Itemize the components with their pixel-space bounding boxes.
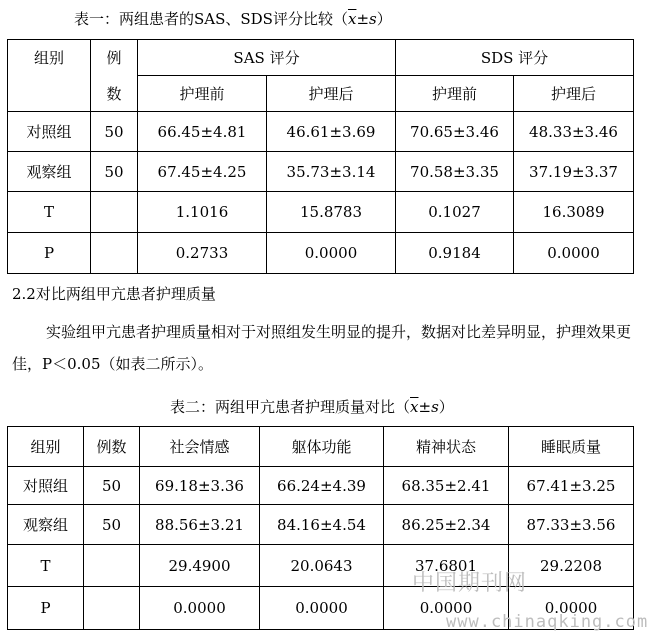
table-row [8, 545, 634, 587]
table-row [8, 233, 634, 274]
cell: 0.2733 [138, 233, 267, 274]
cell: 0.0000 [514, 233, 634, 274]
watermark-cn: 中国期刊网 [412, 571, 528, 596]
watermark-url: www.chinaqking.com [446, 612, 648, 632]
row-label: P [8, 233, 91, 274]
cell: 69.18±3.36 [140, 467, 260, 505]
row-label: 观察组 [8, 505, 84, 545]
table2-header-social: 社会情感 [140, 427, 260, 467]
table1-sas-header: SAS 评分 [138, 40, 396, 76]
table2-header-group: 组别 [8, 427, 84, 467]
table1-sds-after-header: 护理后 [514, 76, 634, 112]
table-row [8, 467, 634, 505]
table1-count-header-top: 例 [91, 40, 138, 76]
table2 [7, 426, 634, 630]
cell: 20.0643 [260, 545, 384, 587]
cell: 29.4900 [140, 545, 260, 587]
section-heading: 2.2对比两组甲亢患者护理质量 [12, 285, 216, 303]
table1-sas-after-header: 护理后 [267, 76, 396, 112]
cell: 70.65±3.46 [396, 112, 514, 152]
cell: 68.35±2.41 [384, 467, 509, 505]
table1-group-header-cont [8, 76, 91, 112]
table-row [8, 112, 634, 152]
cell: 0.0000 [140, 587, 260, 630]
table1-count-header-bottom: 数 [91, 76, 138, 112]
table2-header-count: 例数 [84, 427, 140, 467]
row-count [84, 545, 140, 587]
table1-sds-header: SDS 评分 [396, 40, 634, 76]
cell: 0.0000 [260, 587, 384, 630]
row-label: P [8, 587, 84, 630]
table-row [8, 152, 634, 192]
cell: 86.25±2.34 [384, 505, 509, 545]
table1 [7, 39, 634, 274]
cell: 0.0000 [384, 587, 509, 630]
table2-header-mental: 精神状态 [384, 427, 509, 467]
cell: 0.0000 [509, 587, 634, 630]
cell: 15.8783 [267, 192, 396, 233]
cell: 1.1016 [138, 192, 267, 233]
row-count: 50 [91, 152, 138, 192]
table1-caption: 表一：两组患者的SAS、SDS评分比较$(\overline{x}\pm s)$ [74, 10, 392, 28]
row-label: T [8, 192, 91, 233]
cell: 29.2208 [509, 545, 634, 587]
row-label: 观察组 [8, 152, 91, 192]
table-row [8, 505, 634, 545]
cell: 37.19±3.37 [514, 152, 634, 192]
table1-sds-before-header: 护理前 [396, 76, 514, 112]
cell: 66.24±4.39 [260, 467, 384, 505]
table2-header-sleep: 睡眠质量 [509, 427, 634, 467]
cell: 35.73±3.14 [267, 152, 396, 192]
cell: 66.45±4.81 [138, 112, 267, 152]
row-count [91, 233, 138, 274]
table2-header-physical: 躯体功能 [260, 427, 384, 467]
table2-caption: 表二：两组甲亢患者护理质量对比$(\overline{x}\pm s)$ [170, 398, 454, 416]
cell: 70.58±3.35 [396, 152, 514, 192]
table-row [8, 192, 634, 233]
cell: 0.1027 [396, 192, 514, 233]
row-label: T [8, 545, 84, 587]
row-label: 对照组 [8, 112, 91, 152]
row-count [84, 587, 140, 630]
section-paragraph: 实验组甲亢患者护理质量相对于对照组发生明显的提升，数据对比差异明显，护理效果更佳，P＜0.05（如表二所示）。 [12, 323, 632, 373]
cell: 87.33±3.56 [509, 505, 634, 545]
cell: 84.16±4.54 [260, 505, 384, 545]
cell: 48.33±3.46 [514, 112, 634, 152]
cell: 0.9184 [396, 233, 514, 274]
cell: 37.6801 [384, 545, 509, 587]
table1-sas-before-header: 护理前 [138, 76, 267, 112]
table1-group-header: 组别 [8, 40, 91, 76]
row-label: 对照组 [8, 467, 84, 505]
cell: 88.56±3.21 [140, 505, 260, 545]
row-count: 50 [84, 467, 140, 505]
row-count: 50 [91, 112, 138, 152]
row-count: 50 [84, 505, 140, 545]
cell: 46.61±3.69 [267, 112, 396, 152]
cell: 0.0000 [267, 233, 396, 274]
cell: 16.3089 [514, 192, 634, 233]
row-count [91, 192, 138, 233]
cell: 67.45±4.25 [138, 152, 267, 192]
cell: 67.41±3.25 [509, 467, 634, 505]
